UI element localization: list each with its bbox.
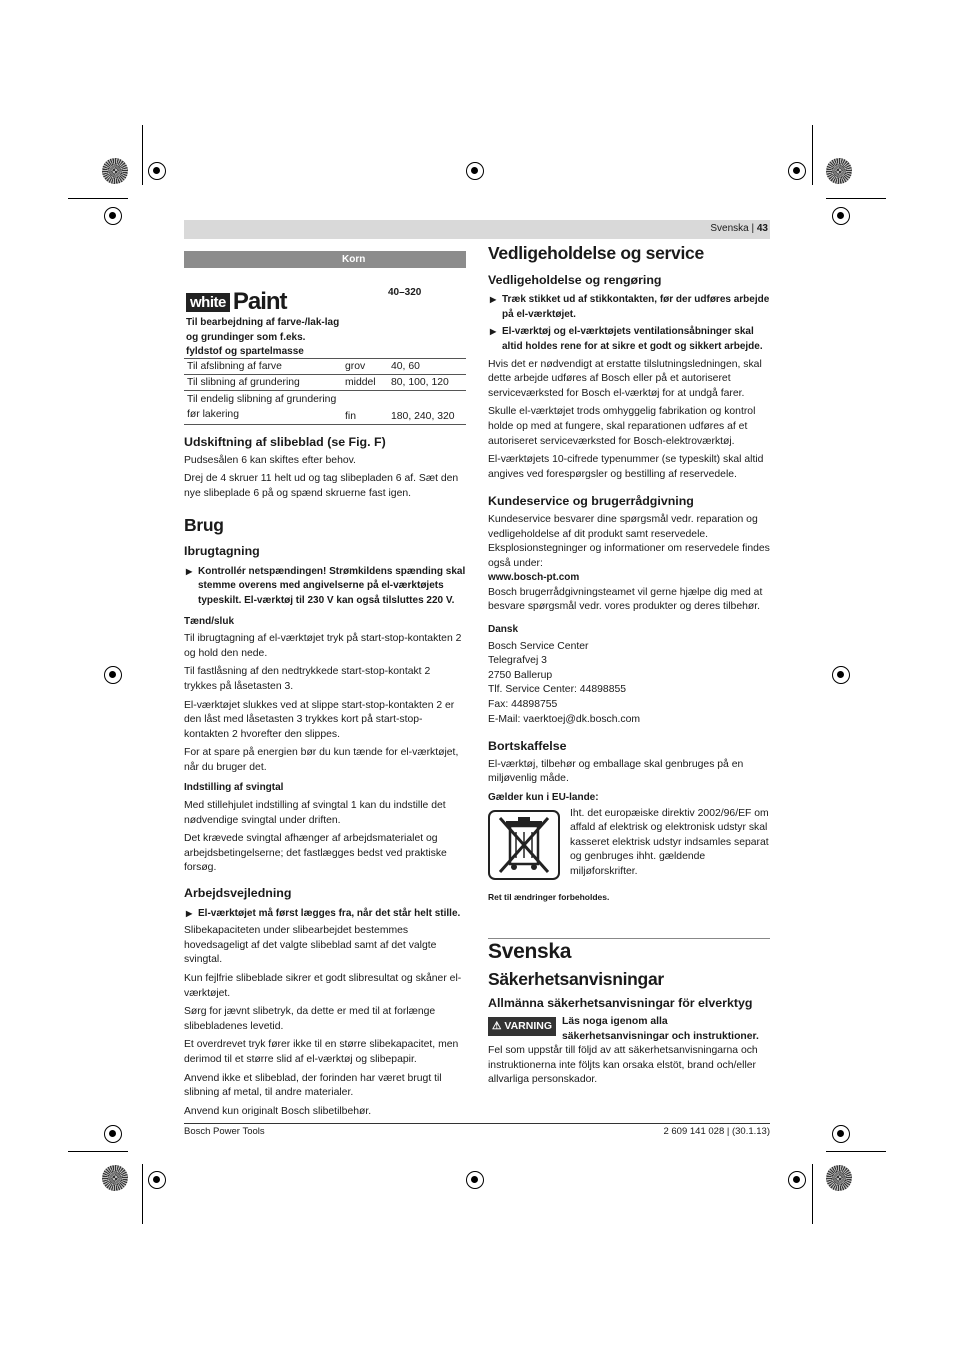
footer-right: 2 609 141 028 | (30.1.13) xyxy=(663,1126,770,1137)
footer-left: Bosch Power Tools xyxy=(184,1126,265,1137)
chapter-heading: Säkerhetsanvisningar xyxy=(488,968,664,989)
table-cell: Til endelig slibning af grundering før lakering xyxy=(184,391,342,425)
registration-mark xyxy=(104,207,122,225)
color-target-mark xyxy=(102,1165,128,1191)
page-header: Svenska | 43 xyxy=(710,223,768,234)
grit-table-intro xyxy=(184,268,466,358)
weee-block xyxy=(488,807,770,880)
crop-mark xyxy=(812,125,813,185)
table-cell: fin xyxy=(342,391,388,425)
table-row xyxy=(184,375,466,391)
paragraph: Til ibrugtagning af el-værktøjet tryk på start-stop-kontakten 2 og hold den nede. xyxy=(184,633,462,659)
email-address[interactable]: E-Mail: vaerktoej@dk.bosch.com xyxy=(488,713,641,725)
paragraph: El-værktøjets 10-cifrede typenummer (se typeskilt) skal altid angives ved forespørgsler og bestilling af reservedele. xyxy=(488,454,764,480)
color-target-mark xyxy=(826,158,852,184)
footer-rule xyxy=(184,1123,770,1124)
paragraph: El-værktøj, tilbehør og emballage skal genbruges på en miljøvenlig måde. xyxy=(488,758,744,785)
table-cell: grov xyxy=(342,359,388,375)
address-line: Tlf. Service Center: 44898855 xyxy=(488,684,627,696)
table-row xyxy=(184,359,466,375)
table-cell: 80, 100, 120 xyxy=(388,375,466,391)
logo-paint-word: Paint xyxy=(232,288,287,315)
registration-mark xyxy=(832,666,850,684)
left-column xyxy=(184,251,466,1123)
registration-mark xyxy=(148,162,166,180)
crop-mark xyxy=(826,198,886,199)
language-heading: Svenska xyxy=(488,940,572,964)
crop-mark xyxy=(68,198,128,199)
section-heading: Kundeservice og brugerrådgivning xyxy=(488,494,694,509)
paragraph: Slibekapaciteten under slibearbejdet bestemmes hovedsageligt af det valgte slibeblad samt af det valgte svingtal. xyxy=(184,925,437,966)
disclaimer: Ret til ændringer forbeholdes. xyxy=(488,891,610,902)
warning-label: VARNING xyxy=(504,1019,552,1032)
paragraph: Drej de 4 skruer 11 helt ud og tag slibepladen 6 af. Sæt den nye slibeplade 6 på og spænd skruerne fast igen. xyxy=(184,473,459,499)
crossed-bin-icon xyxy=(488,810,560,880)
registration-mark xyxy=(788,1171,806,1189)
warning-triangle-icon: ⚠ xyxy=(492,1019,502,1032)
section-heading: Ibrugtagning xyxy=(184,544,260,559)
paragraph: Det krævede svingtal afhænger af arbejdsmaterialet og arbejdsbetingelserne; det fastlægges bedst ved praktiske forsøg. xyxy=(184,833,447,874)
section-divider xyxy=(488,938,770,939)
grit-table xyxy=(184,358,466,425)
paragraph: Hvis det er nødvendigt at erstatte tilslutningsledningen, skal dette arbejde udføres af Bosch eller på et autoriseret serviceværksted for Bosch el-værktøj for at undgå farer. xyxy=(488,358,762,399)
subsection-heading: Indstilling af svingtal xyxy=(184,782,284,794)
paragraph: Sørg for jævnt slibetryk, da dette er med til at forlænge slibebladenes levetid. xyxy=(184,1006,436,1032)
right-column xyxy=(488,243,770,1088)
instruction-bullet: ▶ El-værktøj og el-værktøjets ventilationsåbninger skal altid holdes rene for at sikre et godt og sikkert arbejde. xyxy=(488,325,770,354)
paragraph: Anvend kun originalt Bosch slibetilbehør. xyxy=(184,1105,372,1117)
address-line: 2750 Ballerup xyxy=(488,669,553,681)
instruction-bullet: ▶ El-værktøjet må først lægges fra, når det står helt stille. xyxy=(184,907,466,922)
crop-mark xyxy=(68,1151,128,1152)
table-cell: Til afslibning af farve xyxy=(184,359,342,375)
paragraph: For at spare på energien bør du kun tænde for el-værktøjet, når du bruger det. xyxy=(184,747,459,773)
section-heading: Vedligeholdelse og rengøring xyxy=(488,272,662,287)
instruction-bullet: ▶ Træk stikket ud af stikkontakten, før der udføres arbejde på el-værktøjet. xyxy=(488,293,770,322)
registration-mark xyxy=(104,1125,122,1143)
table-cell: middel xyxy=(342,375,388,391)
crop-mark xyxy=(812,1164,813,1224)
website-link[interactable]: www.bosch-pt.com xyxy=(488,572,580,584)
paragraph: Pudsesålen 6 kan skiftes efter behov. xyxy=(184,454,356,466)
chapter-heading: Vedligeholdelse og service xyxy=(488,243,704,263)
paragraph: Kundeservice besvarer dine spørgsmål vedr. reparation og vedligeholdelse af dit produkt samt reservedele. Eksplosionstegninger og informationer om reservedele findes også under: xyxy=(488,513,770,569)
country-label: Dansk xyxy=(488,624,519,636)
paragraph: Et overdrevet tryk fører ikke til en større slibekapacitet, men derimod til et større slid af el-værktøj og slibepapir. xyxy=(184,1039,459,1065)
crop-mark xyxy=(142,125,143,185)
address-block xyxy=(488,640,770,728)
grit-column-header: Korn xyxy=(342,254,366,265)
paragraph: Skulle el-værktøjet trods omhyggelig fabrikation og kontrol holde op med at fungere, skal reparationen udføres af et autoriseret serviceværksted for Bosch-elektroværktøj. xyxy=(488,406,756,447)
warning-block xyxy=(488,1015,770,1088)
paragraph: Til fastlåsning af den nedtrykkede start-stop-kontakt 2 trykkes på låsetasten 3. xyxy=(184,666,431,692)
paragraph: Kun fejlfrie slibeblade sikrer et godt slibresultat og skåner el-værktøjet. xyxy=(184,973,462,999)
logo-grit-range: 40–320 xyxy=(388,287,422,298)
weee-text: Iht. det europæiske direktiv 2002/96/EF om affald af elektrisk og elektronisk udstyr skal kasseret elektrisk udstyr indsamles separat og genbruges ihht. gældende miljøforskrifter. xyxy=(570,807,769,877)
eu-label: Gælder kun i EU-lande: xyxy=(488,792,599,803)
registration-mark xyxy=(104,666,122,684)
address-line: Bosch Service Center xyxy=(488,640,589,652)
registration-mark xyxy=(148,1171,166,1189)
logo-white-word: white xyxy=(186,293,230,312)
section-heading: Bortskaffelse xyxy=(488,739,567,754)
table-cell: Til slibning af grundering xyxy=(184,375,342,391)
chapter-heading: Brug xyxy=(184,514,224,535)
header-language: Svenska xyxy=(710,223,749,234)
registration-mark xyxy=(832,207,850,225)
section-heading: Allmänna säkerhetsanvisningar för elverktyg xyxy=(488,996,753,1011)
warning-bold-text: Läs noga igenom alla säkerhetsanvisningar och instruktioner. xyxy=(561,1015,759,1042)
registration-mark xyxy=(788,162,806,180)
color-target-mark xyxy=(102,158,128,184)
crop-mark xyxy=(142,1164,143,1224)
color-target-mark xyxy=(826,1165,852,1191)
subsection-heading: Tænd/sluk xyxy=(184,615,235,627)
registration-mark xyxy=(832,1125,850,1143)
crop-mark xyxy=(826,1151,886,1152)
paragraph: El-værktøjet slukkes ved at slippe start-stop-kontakten 2 er den låst med låsetasten 3 trykkes kort på start-stop-kontakten 2 hvorefter den slippes. xyxy=(184,699,455,740)
grit-table-header xyxy=(184,251,466,268)
grit-table-intro-text: Til bearbejdning af farve-/lak-lag og grundinger som f.eks. fyldstof og spartelmasse xyxy=(186,317,340,357)
section-heading: Arbejdsvejledning xyxy=(184,886,292,901)
instruction-bullet: ▶ Kontrollér netspændingen! Strømkildens spænding skal stemme overens med angivelserne på el-værktøjets typeskilt. El-værktøj til 230 V kan også tilsluttes 220 V. xyxy=(184,565,466,609)
address-line: Fax: 44898755 xyxy=(488,699,558,711)
paragraph: Anvend ikke et slibeblad, der forinden har været brugt til slibning af metal, til andre materialer. xyxy=(184,1072,442,1099)
page-header-bar xyxy=(184,220,770,239)
registration-mark xyxy=(466,162,484,180)
paragraph: Med stillehjulet indstilling af svingtal 1 kan du indstille det nødvendige svingtal under driften. xyxy=(184,800,446,826)
address-line: Telegrafvej 3 xyxy=(488,655,547,667)
registration-mark xyxy=(466,1171,484,1189)
table-row xyxy=(184,391,466,425)
page-number: 43 xyxy=(756,223,768,234)
paragraph: Bosch brugerrådgivningsteamet vil gerne hjælpe dig med at besvare spørgsmål vedr. vores produkter og deres tilbehør. xyxy=(488,586,763,613)
warning-badge xyxy=(488,1017,556,1036)
table-cell: 180, 240, 320 xyxy=(388,391,466,425)
table-cell: 40, 60 xyxy=(388,359,466,375)
section-heading: Udskiftning af slibeblad (se Fig. F) xyxy=(184,435,386,450)
white-paint-logo xyxy=(186,290,287,314)
warning-text: Fel som uppstår till följd av att säkerhetsanvisningarna och instruktionerna inte följts kan orsaka elstöt, brand och/eller allvarliga personskador. xyxy=(488,1045,758,1086)
